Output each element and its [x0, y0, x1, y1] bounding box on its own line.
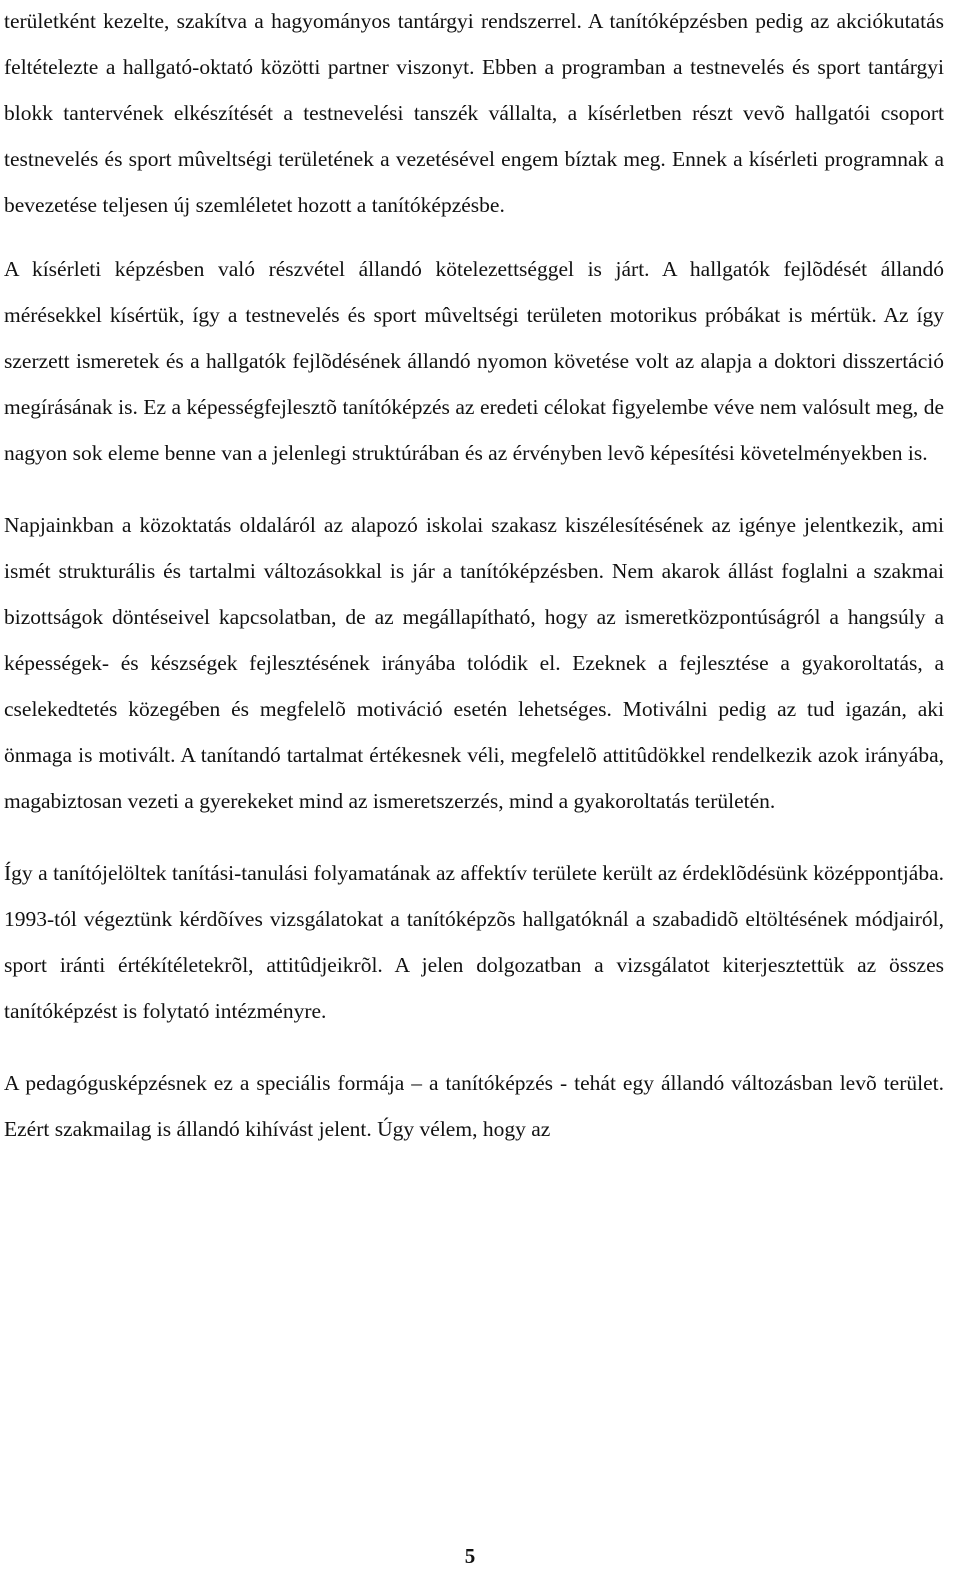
paragraph-1: területként kezelte, szakítva a hagyományos tantárgyi rendszerrel. A tanítóképzésben pedig az akciókutatás feltételezte a hallgató-oktató közötti partner viszonyt. Ebben a programban a testnevelés és sport tantárgyi blokk tantervének elkészítését a testnevelési tanszék vállalta, a kísérletben részt vevõ hallgatói csoport testnevelés és sport mûveltségi területének a vezetésével engem bíztak meg. Ennek a kísérleti programnak a bevezetése teljesen új szemléletet hozott a tanítóképzésbe. [4, 9, 944, 217]
paragraph-2: A kísérleti képzésben való részvétel állandó kötelezettséggel is járt. A hallgatók fejlõdését állandó mérésekkel kísértük, így a testnevelés és sport mûveltségi területen motorikus próbákat is mértük. Az így szerzett ismeretek és a hallgatók fejlõdésének állandó nyomon követése volt az alapja a doktori disszertáció megírásának is. Ez a képességfejlesztõ tanítóképzés az eredeti célokat figyelembe véve nem valósult meg, de nagyon sok eleme benne van a jelenlegi struktúrában és az érvényben levõ képesítési követelményekben is. [4, 257, 944, 465]
paragraph-gap [4, 476, 944, 502]
paragraph-gap [4, 1034, 944, 1060]
paragraph-4: Így a tanítójelöltek tanítási-tanulási folyamatának az affektív területe került az érdeklõdésünk középpontjába. 1993-tól végeztünk kérdõíves vizsgálatokat a tanítóképzõs hallgatóknál a szabadidõ eltöltésének módjairól, sport iránti értékítéletekrõl, attitûdjeikrõl. A jelen dolgozatban a vizsgálatot kiterjesztettük az összes tanítóképzést is folytató intézményre. [4, 861, 944, 1023]
paragraph-gap [4, 228, 944, 246]
paragraph-gap [4, 824, 944, 850]
paragraph-5: A pedagógusképzésnek ez a speciális formája – a tanítóképzés - tehát egy állandó változásban levõ terület. Ezért szakmailag is állandó kihívást jelent. Úgy vélem, hogy az [4, 1071, 944, 1141]
page-number: 5 [464, 1544, 476, 1568]
paragraph-3: Napjainkban a közoktatás oldaláról az alapozó iskolai szakasz kiszélesítésének az igénye jelentkezik, ami ismét strukturális és tartalmi változásokkal is jár a tanítóképzésben. Nem akarok állást foglalni a szakmai bizottságok döntéseivel kapcsolatban, de az megállapítható, hogy az ismeretközpontúságról a hangsúly a képességek- és készségek fejlesztésének irányába tolódik el. Ezeknek a fejlesztése a gyakoroltatás, a cselekedtetés közegében és megfelelõ motiváció esetén lehetséges. Motiválni pedig az tud igazán, aki önmaga is motivált. A tanítandó tartalmat értékesnek véli, megfelelõ attitûdökkel rendelkezik azok irányába, magabiztosan vezeti a gyerekeket mind az ismeretszerzés, mind a gyakoroltatás területén. [4, 513, 944, 813]
